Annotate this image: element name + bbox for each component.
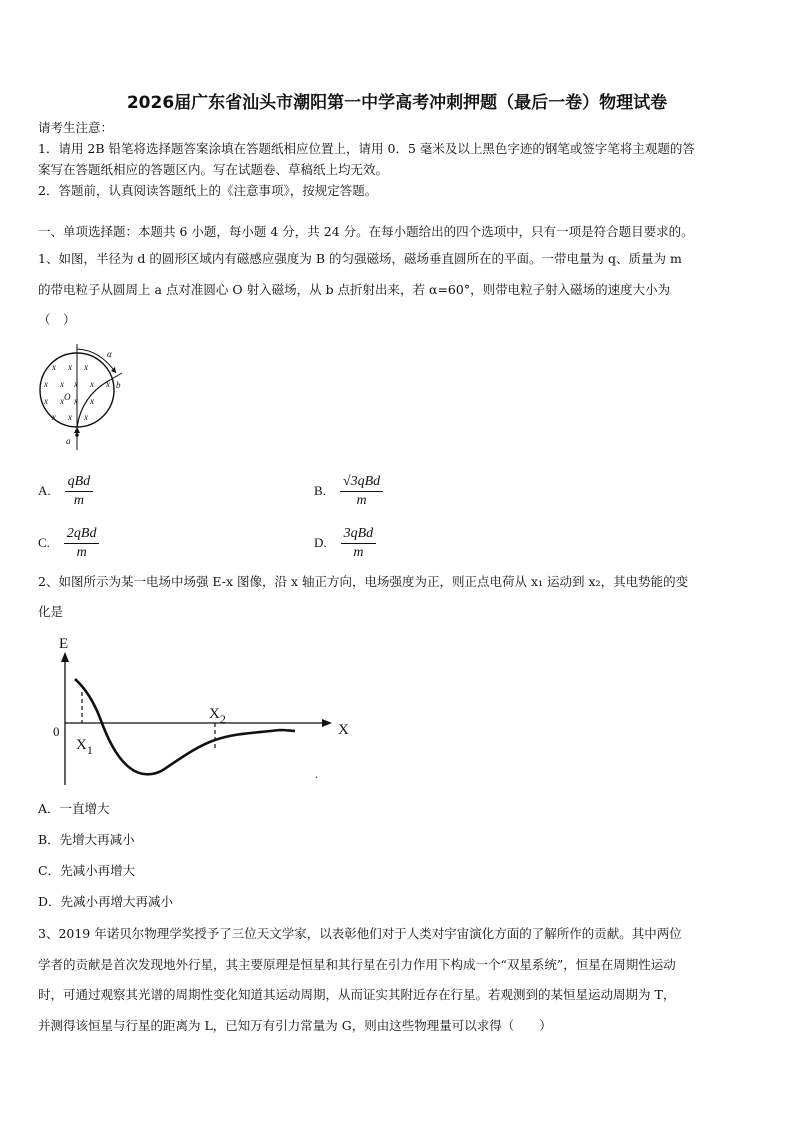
- option-label: C.: [38, 535, 50, 550]
- sqrt-icon: √: [342, 474, 351, 489]
- option-label: B.: [314, 483, 326, 498]
- numerator: √3qBd: [340, 474, 383, 492]
- q2-text-line2: 化是: [38, 604, 64, 619]
- option-b-fraction: [340, 474, 383, 509]
- numerator: 2qBd: [64, 526, 100, 544]
- q3-text-line2: 学者的贡献是首次发现地外行星，其主要原理是恒星和其行星在引力作用下构成一个“双星系统”，恒星在周期性运动: [38, 957, 676, 972]
- field-x-mark: x: [68, 412, 72, 422]
- q1-answer-paren: （ ）: [38, 312, 76, 327]
- option-label: D.: [314, 535, 327, 550]
- e-axis-label: E: [59, 636, 69, 652]
- notice-item-1-continued: 案写在答题纸相应的答题区内。写在试题卷、草稿纸上均无效。: [38, 162, 389, 177]
- field-x-mark: x: [60, 379, 64, 389]
- field-x-mark: x: [68, 362, 72, 372]
- option-d-fraction: [341, 526, 377, 561]
- field-x-mark: x: [44, 379, 48, 389]
- q3-text-line3: 时，可通过观察其光谱的周期性变化知道其运动周期，从而证实其附近存在行星。若观测到的某恒星运动周期为 T，: [38, 987, 676, 1002]
- field-x-mark: x: [90, 396, 94, 406]
- notice-item-2: 2．答题前，认真阅读答题纸上的《注意事项》，按规定答题。: [38, 183, 378, 198]
- denominator: m: [353, 545, 364, 560]
- q1-option-b: [314, 474, 383, 509]
- denominator: m: [356, 493, 367, 508]
- field-x-mark: x: [90, 379, 94, 389]
- page-title: 2026届广东省汕头市潮阳第一中学高考冲刺押题（最后一卷）物理试卷: [126, 93, 668, 113]
- stray-dot: .: [315, 767, 318, 781]
- q1-magnetic-field-figure: [30, 340, 135, 452]
- field-x-mark: x: [74, 396, 78, 406]
- field-x-mark: x: [84, 362, 88, 372]
- option-a-fraction: [65, 474, 94, 509]
- q2-e-x-graph: [45, 630, 365, 790]
- notice-heading: 请考生注意：: [38, 120, 114, 135]
- q1-option-c: [38, 526, 99, 561]
- numerator: 3qBd: [341, 526, 377, 544]
- q3-text-line1: 3、2019 年诺贝尔物理学奖授予了三位天文学家，以表彰他们对于人类对宇宙演化方面的了解所作的贡献。其中两位: [38, 926, 682, 941]
- alpha-label: α: [107, 349, 112, 359]
- point-a-label: a: [66, 436, 71, 446]
- denominator: m: [73, 493, 84, 508]
- q1-option-a: [38, 474, 93, 509]
- q1-option-d: [314, 526, 376, 561]
- q2-option-c: C．先减小再增大: [38, 863, 136, 878]
- entry-arrow-icon: [74, 427, 80, 433]
- x2-label: $X_2$: [209, 706, 226, 726]
- field-x-mark: x: [60, 396, 64, 406]
- origin-label: 0: [53, 724, 60, 739]
- field-x-mark: x: [84, 412, 88, 422]
- q2-option-a: A．一直增大: [38, 801, 110, 816]
- center-o-label: O: [64, 392, 71, 402]
- option-label: A.: [38, 483, 51, 498]
- numerator: qBd: [65, 474, 94, 492]
- q2-option-d: D．先减小再增大再减小: [38, 894, 174, 909]
- point-b-label: b: [116, 380, 121, 390]
- point-a-dot: [75, 433, 79, 437]
- option-c-fraction: [64, 526, 100, 561]
- q3-text-line4: 并测得该恒星与行星的距离为 L，已知万有引力常量为 G，则由这些物理量可以求得（ ）: [38, 1018, 552, 1033]
- field-x-mark: x: [52, 412, 56, 422]
- section-heading: 一、单项选择题：本题共 6 小题，每小题 4 分，共 24 分。在每小题给出的四个选项中，只有一项是符合题目要求的。: [38, 224, 694, 239]
- field-x-mark: x: [106, 379, 110, 389]
- field-x-mark: x: [52, 362, 56, 372]
- e-x-curve: [75, 679, 295, 774]
- notice-item-1: 1．请用 2B 铅笔将选择题答案涂填在答题纸相应位置上，请用 0．5 毫米及以上黑色字迹的钢笔或签字笔将主观题的答: [38, 141, 695, 156]
- q2-text-line1: 2、如图所示为某一电场中场强 E-x 图像，沿 x 轴正方向，电场强度为正，则正点电荷从 x₁ 运动到 x₂，其电势能的变: [38, 574, 689, 589]
- field-x-mark: x: [74, 379, 78, 389]
- field-x-mark: x: [44, 396, 48, 406]
- x-axis-arrow-icon: [322, 719, 332, 727]
- x-axis-label: X: [338, 722, 349, 738]
- q1-text-line1: 1、如图，半径为 d 的圆形区域内有磁感应强度为 B 的匀强磁场，磁场垂直圆所在的平面。一带电量为 q、质量为 m: [38, 251, 682, 266]
- e-axis-arrow-icon: [61, 652, 69, 662]
- q2-option-b: B．先增大再减小: [38, 832, 135, 847]
- q1-text-line2: 的带电粒子从圆周上 a 点对准圆心 O 射入磁场，从 b 点折射出来，若 α=60°，则带电粒子射入磁场的速度大小为: [38, 282, 671, 297]
- denominator: m: [76, 545, 87, 560]
- x1-label: $X_1$: [76, 737, 93, 757]
